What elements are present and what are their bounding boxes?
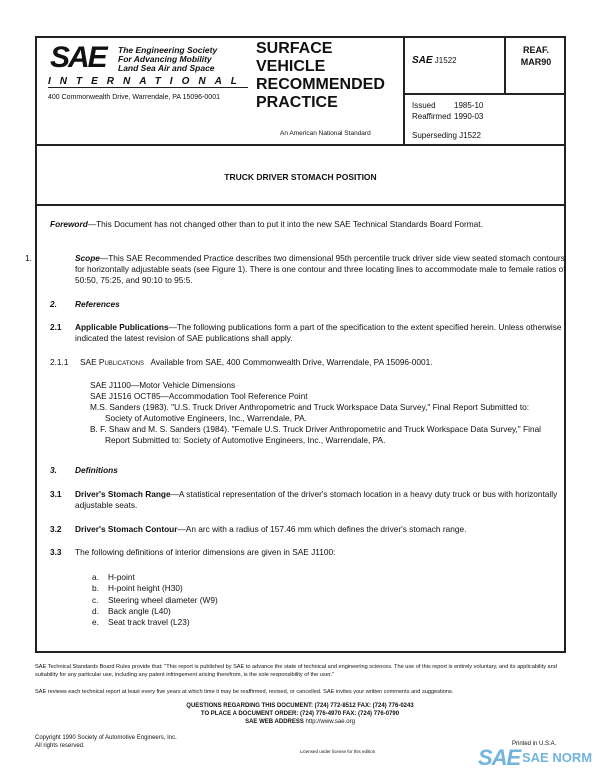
section-1 — [25, 253, 575, 286]
list-value: Back angle (L40) — [108, 605, 171, 616]
doc-type — [256, 40, 385, 112]
reference-item: B. F. Shaw and M. S. Sanders (1984). "Female U.S. Truck Driver Anthropometric and Truck Workspace Data Survey," Final Report Submitted to: Society of Automotive Engineers, Inc., Warrendale, PA. — [90, 424, 542, 445]
section-3-2 — [50, 524, 550, 535]
section-label: Driver's Stomach Range — [75, 489, 171, 499]
doc-type-line: RECOMMENDED — [256, 76, 385, 93]
section-2-1 — [50, 322, 575, 344]
divider — [403, 93, 566, 95]
order-line: TO PLACE A DOCUMENT ORDER: (724) 776-4970 FAX: (724) 776-0790 — [200, 711, 400, 717]
doc-number-text: J1522 — [434, 56, 457, 65]
list-value: H-point — [108, 572, 135, 582]
list-item — [92, 572, 592, 583]
list-key: e. — [92, 617, 99, 628]
foreword-label: Foreword — [50, 219, 88, 229]
reaffirmed-label: Reaffirmed — [412, 112, 451, 121]
reference-item: SAE J1516 OCT85—Accommodation Tool Reference Point — [90, 391, 308, 401]
superseding: Superseding J1522 — [412, 131, 481, 140]
list-key: c. — [92, 594, 99, 605]
section-number: 1. — [25, 253, 32, 263]
printed-text: Printed in U.S.A. — [512, 741, 557, 747]
list-value: Steering wheel diameter (W9) — [108, 594, 218, 605]
copyright — [35, 734, 177, 750]
section-number: 3. — [50, 465, 57, 475]
section-label: SAE Publications — [80, 357, 145, 367]
section-label: References — [75, 299, 120, 309]
reaf — [506, 44, 566, 68]
reaffirmed-date: 1990-03 — [454, 112, 484, 121]
doc-type-line: PRACTICE — [256, 94, 338, 111]
section-text: Available from SAE, 400 Commonwealth Drive, Warrendale, PA 15096-0001. — [150, 357, 433, 367]
dimension-list — [92, 572, 592, 628]
reaf-line: REAF. — [522, 45, 549, 55]
section-label: Applicable Publications — [75, 322, 169, 332]
rights-line: All rights reserved. — [35, 743, 85, 749]
list-key: b. — [92, 583, 99, 594]
society-tagline — [118, 46, 217, 73]
list-key: a. — [92, 572, 99, 582]
divider — [403, 36, 405, 146]
section-number: 3.3 — [50, 547, 62, 557]
web-link[interactable]: http://www.sae.org — [305, 719, 355, 725]
list-value: H-point height (H30) — [108, 583, 183, 594]
sae-mini-logo: SAE — [412, 55, 433, 66]
tagline-line: The Engineering Society — [118, 45, 218, 55]
review-text: SAE reviews each technical report at least every five years at which time it may be reaffirmed, revised, or cancelled. SAE invites your written comments and suggestions. — [35, 689, 454, 695]
sae-logo: SAE — [50, 41, 106, 74]
copyright-line: Copyright 1990 Society of Automotive Engineers, Inc. — [35, 735, 177, 741]
reference-item: M.S. Sanders (1983). "U.S. Truck Driver Anthropometric and Truck Workspace Data Survey," Final Report Submitted to: Society of Automotive Engineers, Inc., Warrendale, PA. — [90, 402, 530, 423]
foreword — [50, 219, 568, 230]
tagline-line: Land Sea Air and Space — [118, 63, 215, 73]
section-3-3 — [50, 547, 550, 558]
document-title: TRUCK DRIVER STOMACH POSITION — [224, 172, 377, 182]
reference-item: SAE J1100—Motor Vehicle Dimensions — [90, 380, 236, 390]
list-item — [92, 595, 592, 606]
section-number: 2. — [50, 299, 57, 309]
section-2-1-1 — [50, 357, 550, 368]
policy-text: SAE Technical Standards Board Rules provide that: "This report is published by SAE to advance the state of technical and engineering sciences. The use of this report is entirely voluntary, and its applicability and suitability for any particular use, including any patent infringement arising therefrom, is the sole responsibility of the user." — [35, 664, 557, 678]
issued-date: 1985-10 — [454, 101, 484, 110]
questions-line: QUESTIONS REGARDING THIS DOCUMENT: (724) 772-8512 FAX: (724) 776-0243 — [186, 703, 414, 709]
list-item — [92, 583, 592, 594]
section-3 — [50, 465, 550, 476]
section-label: Scope — [75, 253, 100, 263]
section-text: The following definitions of interior dimensions are given in SAE J1100: — [75, 547, 336, 557]
section-text: —An arc with a radius of 157.46 mm which defines the driver's stomach range. — [177, 524, 467, 534]
section-text: —This SAE Recommended Practice describes two dimensional 95th percentile truck driver side view seated stomach contours for horizontally adjustable seats (see Figure 1). There is one contour and three locating lines to accommodate male to female ratios of 50:50, 75:25, and 90:10 to 95:5. — [75, 253, 566, 285]
section-text: —A statistical representation of the driver's stomach location in a heavy duty truck or bus with horizontally adjustable seats. — [75, 489, 558, 510]
foreword-text: —This Document has not changed other than to put it into the new SAE Technical Standards Board Format. — [87, 219, 483, 229]
list-key: d. — [92, 605, 99, 616]
section-label: Driver's Stomach Contour — [75, 524, 178, 534]
doc-number — [412, 55, 457, 66]
international: INTERNATIONAL — [48, 76, 248, 88]
list-value: Seat track travel (L23) — [108, 617, 190, 628]
section-text: —The following publications form a part of the specification to the extent specified herein. Unless otherwise indicated the latest revision of SAE publications shall apply. — [75, 322, 562, 343]
web-label: SAE WEB ADDRESS — [245, 719, 304, 725]
license-text: Licensed under license for this edition — [300, 749, 376, 754]
section-label: Definitions — [75, 465, 118, 475]
reaf-line: MAR90 — [520, 57, 552, 67]
doc-type-line: VEHICLE — [256, 58, 326, 75]
section-2 — [50, 299, 550, 310]
list-item — [92, 617, 592, 628]
watermark-text: SAE NORM — [522, 750, 593, 765]
issued-label: Issued — [412, 101, 436, 110]
watermark-logo: SAE — [478, 745, 521, 770]
section-number: 2.1 — [50, 322, 62, 332]
ans-label: An American National Standard — [280, 130, 371, 137]
section-number: 3.1 — [50, 489, 62, 499]
tagline-line: For Advancing Mobility — [118, 54, 212, 64]
section-number: 3.2 — [50, 524, 62, 534]
list-item — [92, 606, 592, 617]
doc-type-line: SURFACE — [256, 40, 333, 57]
section-number: 2.1.1 — [50, 357, 69, 367]
contact-block — [35, 702, 565, 726]
dates — [412, 100, 483, 141]
reference-list — [90, 380, 550, 446]
section-3-1 — [50, 489, 575, 511]
address: 400 Commonwealth Drive, Warrendale, PA 15096-0001 — [48, 94, 220, 101]
